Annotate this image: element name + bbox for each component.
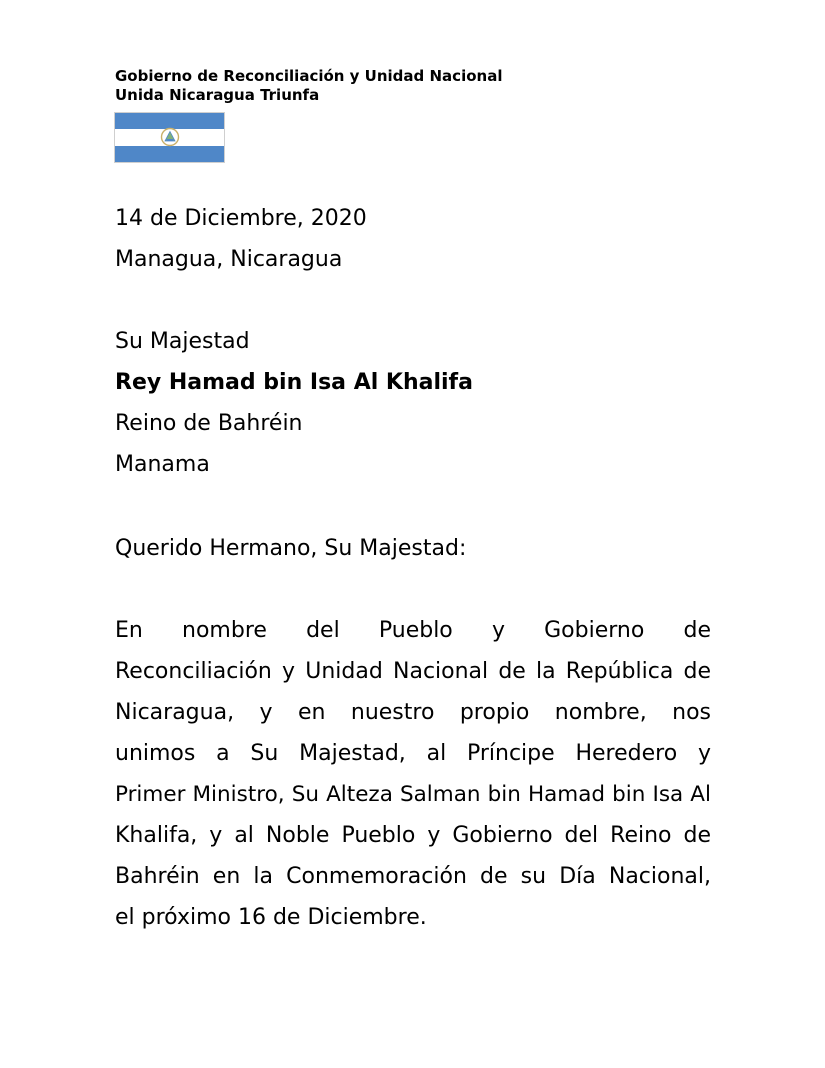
salutation-text: Querido Hermano, Su Majestad: (115, 536, 467, 561)
nicaragua-flag-icon (114, 112, 225, 163)
coat-of-arms-icon (160, 127, 180, 147)
paragraph-line: Khalifa, y al Noble Pueblo y Gobierno del Reino de (115, 823, 711, 848)
paragraph-line: Nicaragua, y en nuestro propio nombre, nos (115, 700, 711, 725)
paragraph-line: el próximo 16 de Diciembre. (115, 905, 427, 930)
recipient-name: Rey Hamad bin Isa Al Khalifa (115, 370, 473, 395)
letter-date: 14 de Diciembre, 2020 (115, 206, 367, 231)
letter-paragraph (115, 610, 711, 938)
recipient-city: Manama (115, 452, 210, 477)
letterhead-slogan: Unida Nicaragua Triunfa (115, 86, 320, 104)
flag-middle-stripe (115, 129, 224, 145)
paragraph-line: unimos a Su Majestad, al Príncipe Heredero y (115, 741, 711, 766)
salutation (115, 528, 711, 569)
recipient-country: Reino de Bahréin (115, 411, 303, 436)
letterhead (115, 67, 502, 105)
date-block (115, 198, 711, 280)
paragraph-line: Reconciliación y Unidad Nacional de la República de (115, 659, 711, 684)
paragraph-line: Bahréin en la Conmemoración de su Día Nacional, (115, 864, 711, 889)
flag-bottom-stripe (115, 146, 224, 162)
recipient-block (115, 321, 711, 485)
paragraph-line: En nombre del Pueblo y Gobierno de (115, 618, 711, 643)
letter-place: Managua, Nicaragua (115, 247, 343, 272)
letterhead-government-name: Gobierno de Reconciliación y Unidad Nacional (115, 67, 503, 85)
paragraph-line: Primer Ministro, Su Alteza Salman bin Hamad bin Isa Al (115, 782, 711, 807)
recipient-honorific: Su Majestad (115, 329, 250, 354)
